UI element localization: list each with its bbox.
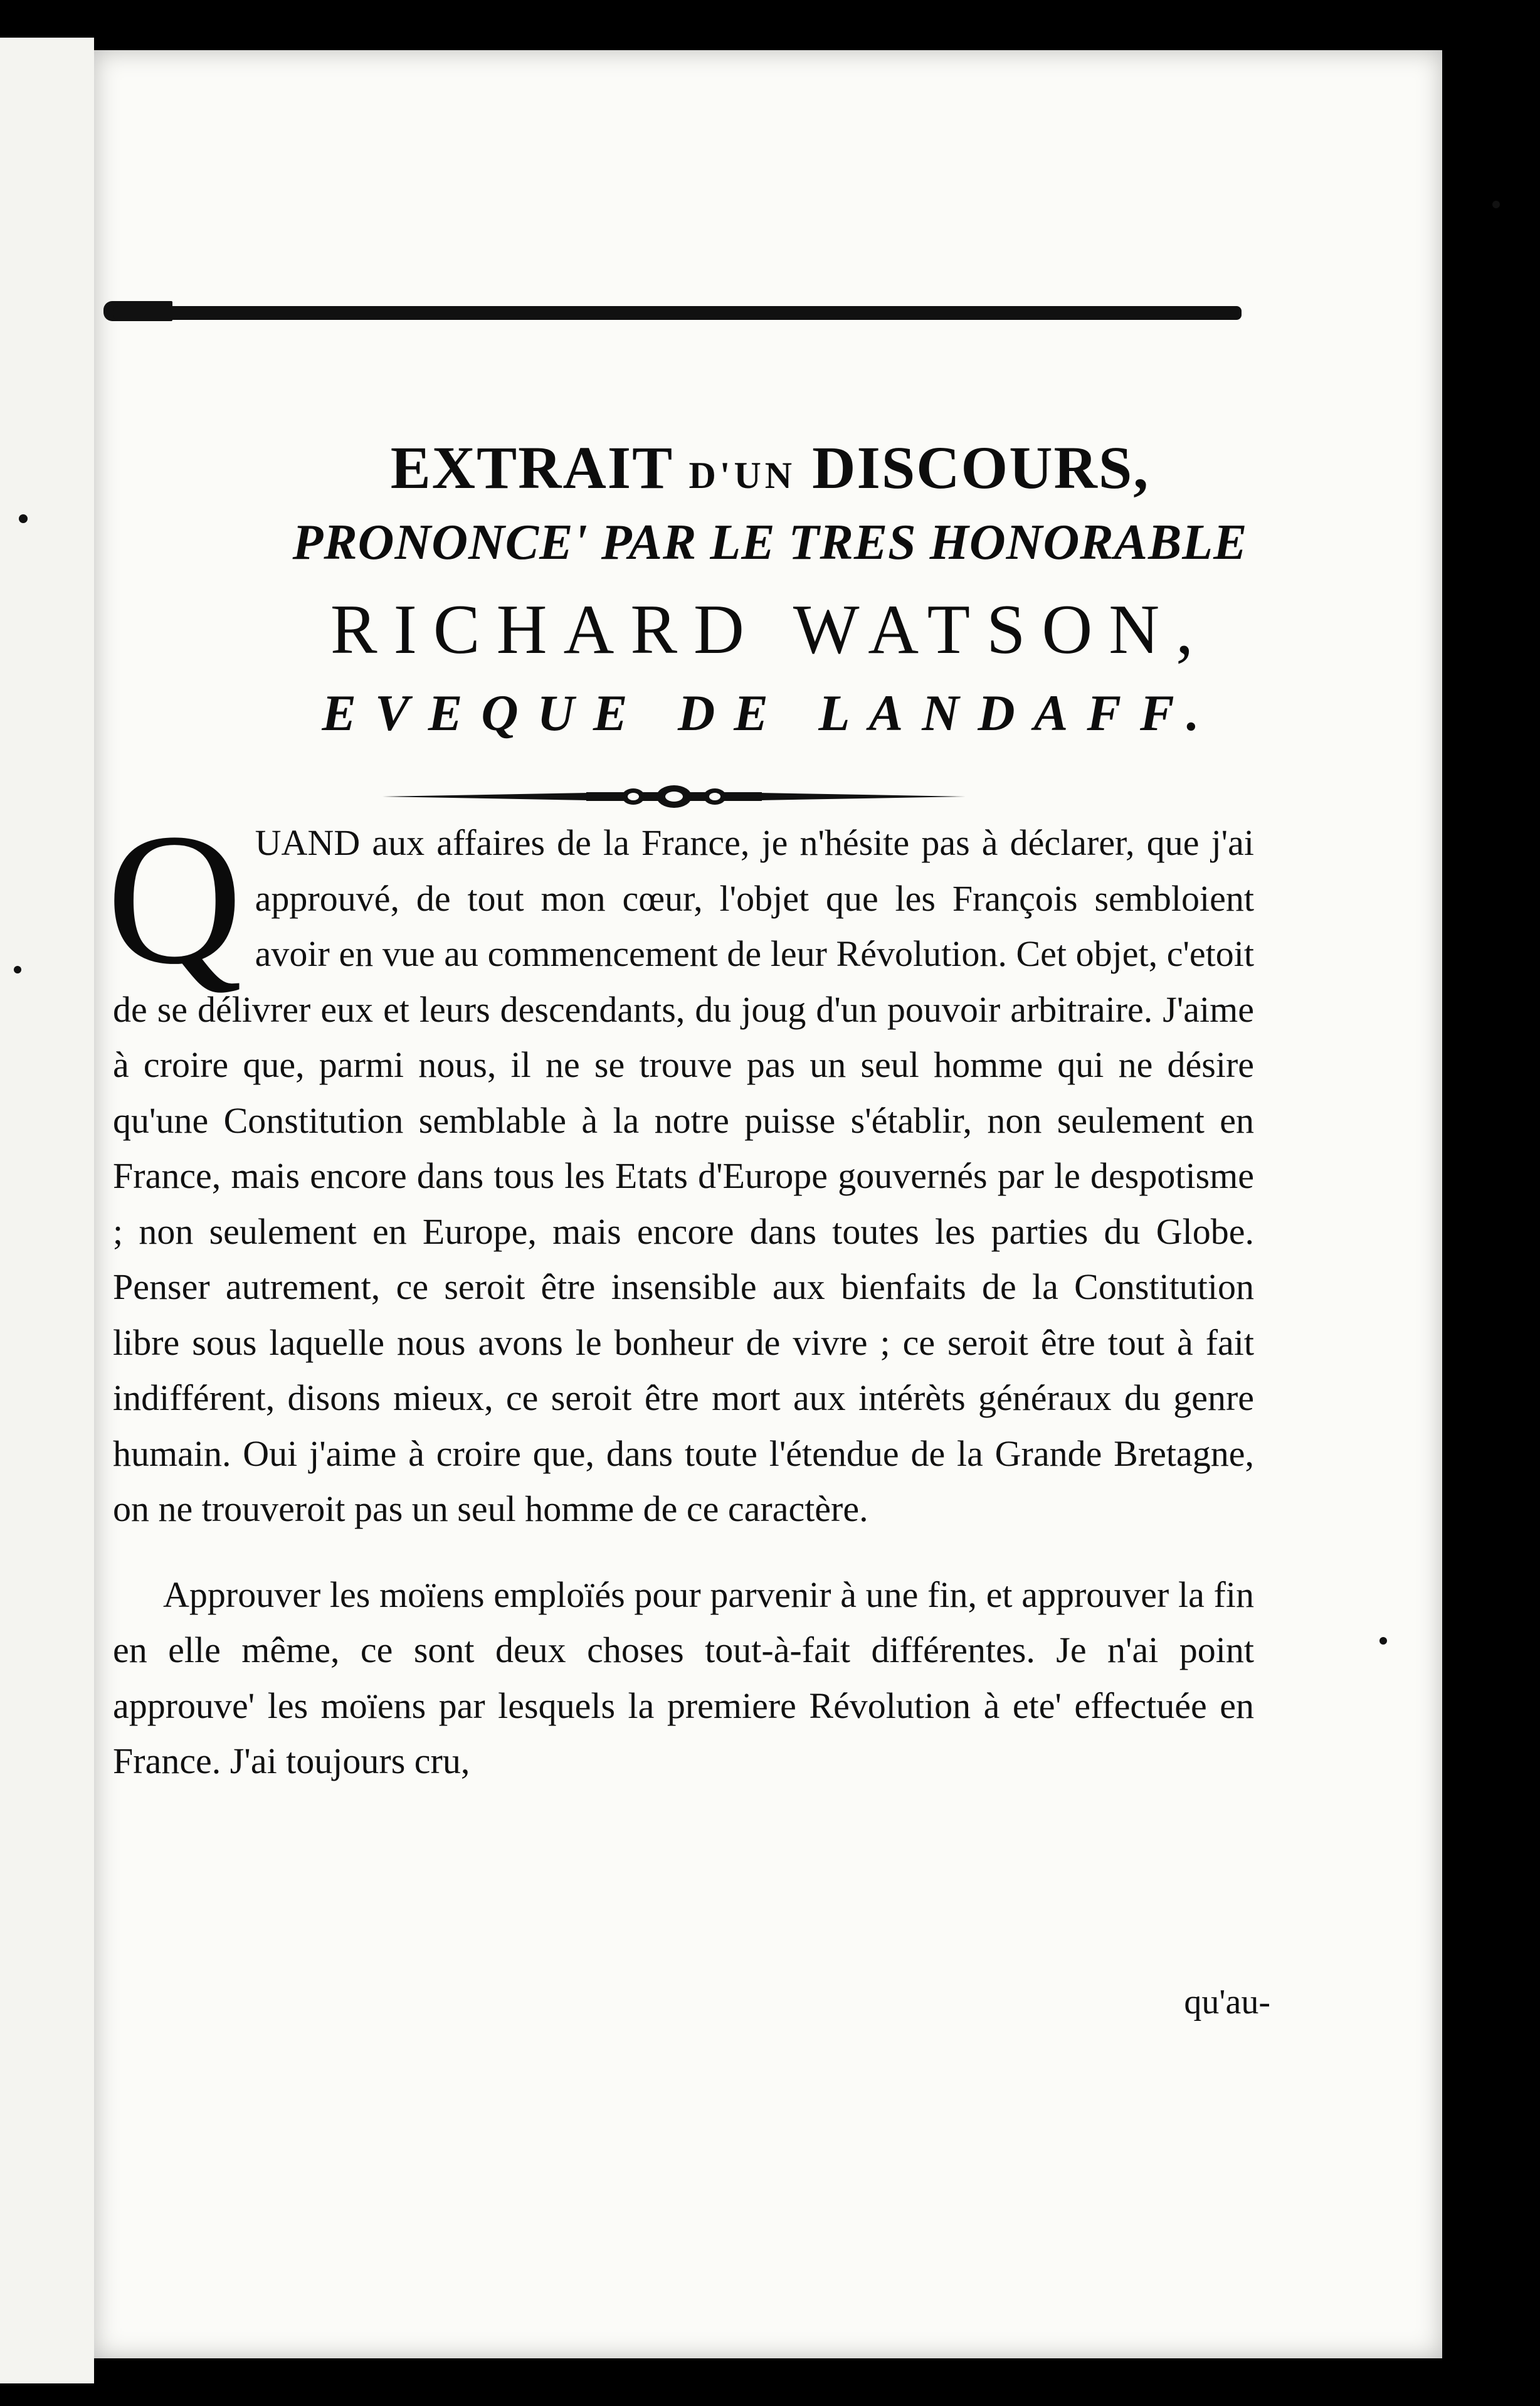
paragraph-1-text: UAND aux affaires de la France, je n'hésite pas à déclarer, que j'ai approuvé, de tout mon cœur, l'objet que les François sembloient avoir en vue au commencement de leur Révolution. Cet objet, c'etoit de se délivrer eux et leurs descendants, du joug d'un pouvoir arbitraire. J'aime à croire que, parmi nous, il ne se trouve pas un seul homme qui ne désire qu'une Constitution semblable à la notre puisse s'établir, non seulement en France, mais encore dans tous les Etats d'Europe gouvernés par le despotisme ; non seulement en Europe, mais encore dans toutes les parties du Globe. Penser autrement, ce seroit être insensible aux bienfaits de la Constitution libre sous laquelle nous avons le bonheur de vivre ; ce seroit être tout à fait indifférent, disons mieux, ce seroit être mort aux intérèts généraux du genre humain. Oui j'aime à croire que, dans toute l'étendue de la Grande Bretagne, on ne trouveroit pas un seul homme de ce caractère. bbox=[113, 822, 1254, 1529]
page-edge-left bbox=[0, 38, 94, 2383]
catchword: qu'au- bbox=[1184, 1983, 1270, 2022]
paragraph-2: Approuver les moïens emploïés pour parvenir à une fin, et approuver la fin en elle même, ce sont deux choses tout-à-fait différentes. Je n'ai point approuve' les moïens par lesquels la premiere Révolution à ete' effectuée en France. J'ai toujours cru, bbox=[113, 1574, 1254, 1781]
body-text bbox=[107, 795, 1254, 1826]
paragraph-1 bbox=[107, 795, 1254, 1537]
ink-speck bbox=[14, 966, 21, 973]
title-line-extrait: EXTRAIT D'UN DISCOURS, bbox=[390, 434, 1150, 501]
drop-cap: Q bbox=[107, 795, 243, 1003]
ink-speck bbox=[1492, 201, 1500, 208]
title-line-bishop: EVEQUE DE LANDAFF. bbox=[322, 684, 1218, 741]
ink-speck bbox=[1379, 1637, 1387, 1645]
ornamental-divider bbox=[382, 784, 966, 809]
ink-speck bbox=[19, 514, 28, 523]
title-line-prononce: PRONONCE' PAR LE TRES HONORABLE bbox=[292, 515, 1248, 570]
header-rule bbox=[113, 306, 1242, 320]
title-line-author: RICHARD WATSON, bbox=[330, 591, 1210, 669]
